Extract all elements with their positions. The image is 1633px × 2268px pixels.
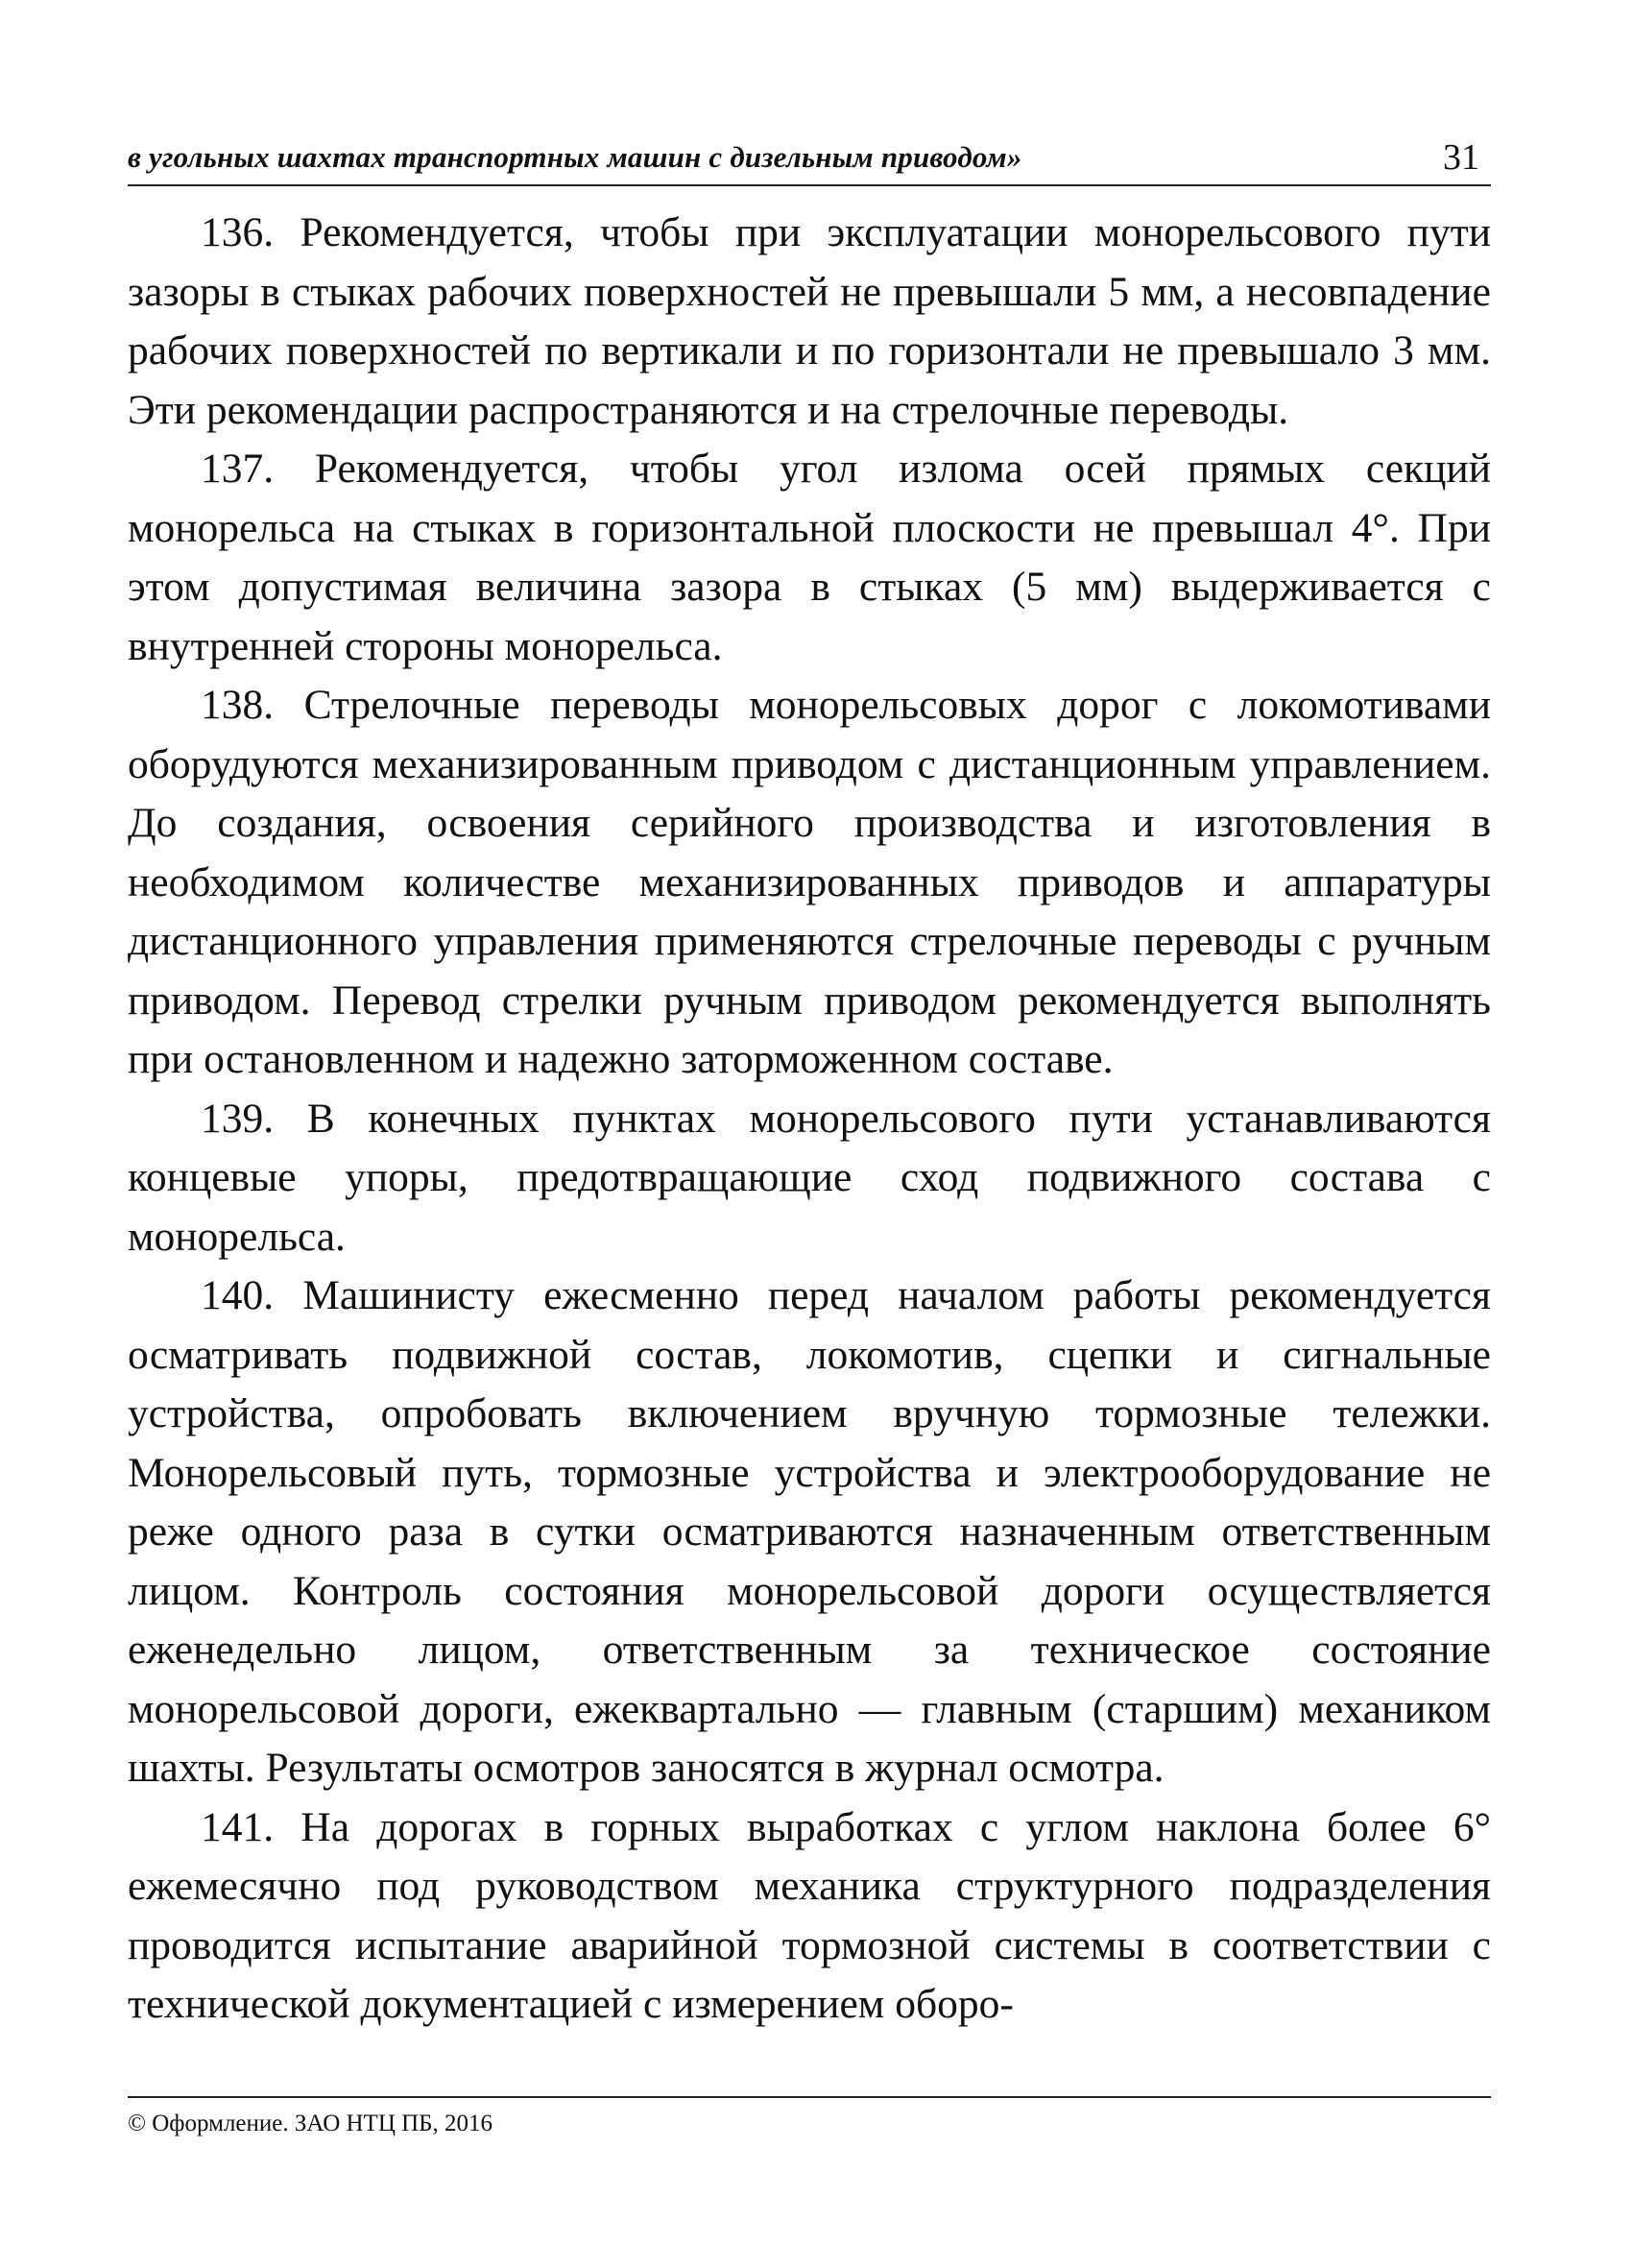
paragraph-141: 141. На дорогах в горных выработках с углом наклона более 6° ежемесячно под руководством механика структурного подразделения проводится испытание аварийной тормозной системы в соответствии с технической документацией с измерением оборо- [128, 1803, 1491, 2027]
page-number: 31 [1443, 137, 1479, 178]
running-header [128, 134, 1491, 190]
paragraph-137: 137. Рекомендуется, чтобы угол излома осей прямых секций монорельса на стыках в горизонтальной плоскости не превышал 4°. При этом допустимая величина зазора в стыках (5 мм) выдерживается с внутренней стороны монорельса. [128, 446, 1491, 669]
paragraph-139: 139. В конечных пунктах монорельсового пути устанавливаются концевые упоры, предотвращающие сход подвижного состава с монорельса. [128, 1095, 1491, 1260]
footer-copyright: © Оформление. ЗАО НТЦ ПБ, 2016 [128, 2111, 493, 2136]
header-title: в угольных шахтах транспортных машин с дизельным приводом» [128, 140, 1022, 174]
header-divider [128, 184, 1491, 186]
body-text [128, 204, 1491, 2035]
paragraph-138: 138. Стрелочные переводы монорельсовых дорог с локомотивами оборудуются механизированным приводом с дистанционным управлением. До создания, освоения серийного производства и изготовления в необходимом количестве механизированных приводов и аппаратуры дистанционного управления применяются стрелочные переводы с ручным приводом. Перевод стрелки ручным приводом рекомендуется выполнять при остановленном и надежно заторможенном составе. [128, 682, 1491, 1082]
paragraph-136: 136. Рекомендуется, чтобы при эксплуатации монорельсового пути зазоры в стыках рабочих поверхностей не превышали 5 мм, а несовпадение рабочих поверхностей по вертикали и по горизонтали не превышало 3 мм. Эти рекомендации распространяются и на стрелочные переводы. [128, 209, 1491, 433]
paragraph-140: 140. Машинисту ежесменно перед началом работы рекомендуется осматривать подвижной состав, локомотив, сцепки и сигнальные устройства, опробовать включением вручную тормозные тележки. Монорельсовый путь, тормозные устройства и электрооборудование не реже одного раза в сутки осматриваются назначенным ответственным лицом. Контроль состояния монорельсовой дороги осуществляется еженедельно лицом, ответственным за техническое состояние монорельсовой дороги, ежеквартально — главным (старшим) механиком шахты. Результаты осмотров заносятся в журнал осмотра. [128, 1272, 1491, 1791]
footer-divider [128, 2096, 1491, 2098]
